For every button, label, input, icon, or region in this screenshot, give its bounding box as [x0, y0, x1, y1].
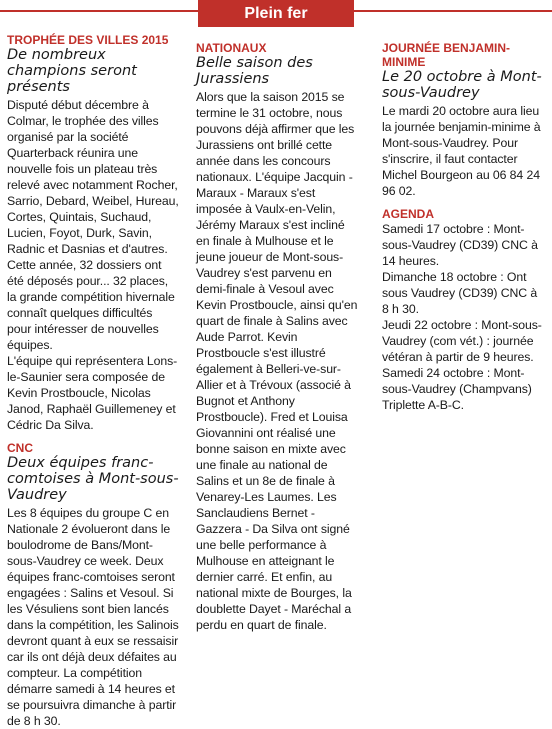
article-kicker: TROPHÉE DES VILLES 2015: [7, 33, 169, 47]
section-header: [0, 0, 552, 27]
article-paragraph: Cette année, 32 dossiers ont été déposés pour... 32 places, la grande compétition hivernale connaît quelques difficultés pour intéresser de nouvelles équipes.: [7, 258, 175, 352]
section-title: Plein fer: [198, 0, 354, 27]
article-headline: Deux équipes franc-comtoises à Mont-sous-Vaudrey: [7, 455, 179, 503]
column-1: [7, 33, 179, 728]
agenda-item: Samedi 17 octobre : Mont-sous-Vaudrey (CD39) CNC à 14 heures.: [382, 222, 538, 268]
article-paragraph: Alors que la saison 2015 se termine le 31 octobre, nous pouvons déjà affirmer que les Jurassiens ont brillé cette année dans les concours nationaux. L'équipe Jacquin - Maraux - Maraux s'est imposée à Vaulx-en-Velin, Jérémy Maraux s'est incliné en finale à Mulhouse et le jeune joueur de Mont-sous-Vaudrey s'est parvenu en demi-finale à Vesoul avec Kevin Prostboucle, ainsi qu'en quart de finale à Salins avec Aude Parrot. Kevin Prostboucle s'est illustré également à Belleri-ve-sur-Allier et à Trévoux (associé à Bugnot et Anthony Prostboucle). Fred et Louisa Giovannini ont réalisé une bonne saison en mixte avec une finale au national de Salins et un 8e de finale à Venarey-Les Laumes. Les Sanclaudiens Bernet - Gazzera - Da Silva ont signé une belle performance à Mulhouse en atteignant le dernier carré. Et enfin, au national mixte de Bourges, la doublette Dayet - Maréchal a perdu en quart de finale.: [196, 90, 358, 632]
article-headline: Belle saison des Jurassiens: [196, 55, 313, 87]
article-paragraph: Disputé début décembre à Colmar, le trophée des villes organisé par la société Quarterback réunira une nouvelle fois un plateau très relevé avec notamment Rocher, Sarrio, Debard, Weibel, Hureau, Cortes, Quintais, Suchaud, Lucien, Foyot, Durk, Savin, Radnic et Dasnias et d'autres.: [7, 98, 179, 256]
article-cnc: [7, 441, 179, 728]
article-headline: Le 20 octobre à Mont-sous-Vaudrey: [382, 69, 542, 101]
article-benjamin: [382, 41, 546, 199]
column-2: [196, 33, 360, 633]
article-nationaux: [196, 41, 360, 632]
agenda-item: Jeudi 22 octobre : Mont-sous-Vaudrey (com vét.) : journée vétéran à partir de 9 heures.: [382, 318, 542, 364]
column-3: [382, 33, 546, 633]
article-kicker: NATIONAUX: [196, 41, 267, 55]
article-kicker: AGENDA: [382, 207, 435, 221]
article-headline: De nombreux champions seront présents: [7, 47, 137, 95]
article-agenda: [382, 207, 546, 413]
agenda-item: Dimanche 18 octobre : Ont sous Vaudrey (CD39) CNC à 8 h 30.: [382, 270, 538, 316]
agenda-item: Samedi 24 octobre : Mont-sous-Vaudrey (Champvans) Triplette A-B-C.: [382, 366, 532, 412]
article-paragraph: Les 8 équipes du groupe C en Nationale 2 évolueront dans le boulodrome de Bans/Mont-sous-Vaudrey ce week. Deux équipes franc-comtoises seront engagées : Salins et Vesoul. Si les Vésuliens sont bien lancés dans la compétition, les Salinois devront quant à eux se ressaisir car ils ont déjà deux défaites au compteur. La compétition démarre samedi à 14 heures et se poursuivra dimanche à partir de 8 h 30.: [7, 506, 179, 728]
article-paragraph: Le mardi 20 octobre aura lieu la journée benjamin-minime à Mont-sous-Vaudrey. Pour s'inscrire, il faut contacter Michel Bourgeon au 06 84 24 96 02.: [382, 104, 541, 198]
article-kicker: JOURNÉE BENJAMIN-MINIME: [382, 41, 511, 69]
article-kicker: CNC: [7, 441, 33, 455]
article-trophee: [7, 33, 179, 433]
article-paragraph: L'équipe qui représentera Lons-le-Saunier sera composée de Kevin Prostboucle, Nicolas Janod, Raphaël Guillemeney et Cédric Da Silva.: [7, 354, 178, 432]
